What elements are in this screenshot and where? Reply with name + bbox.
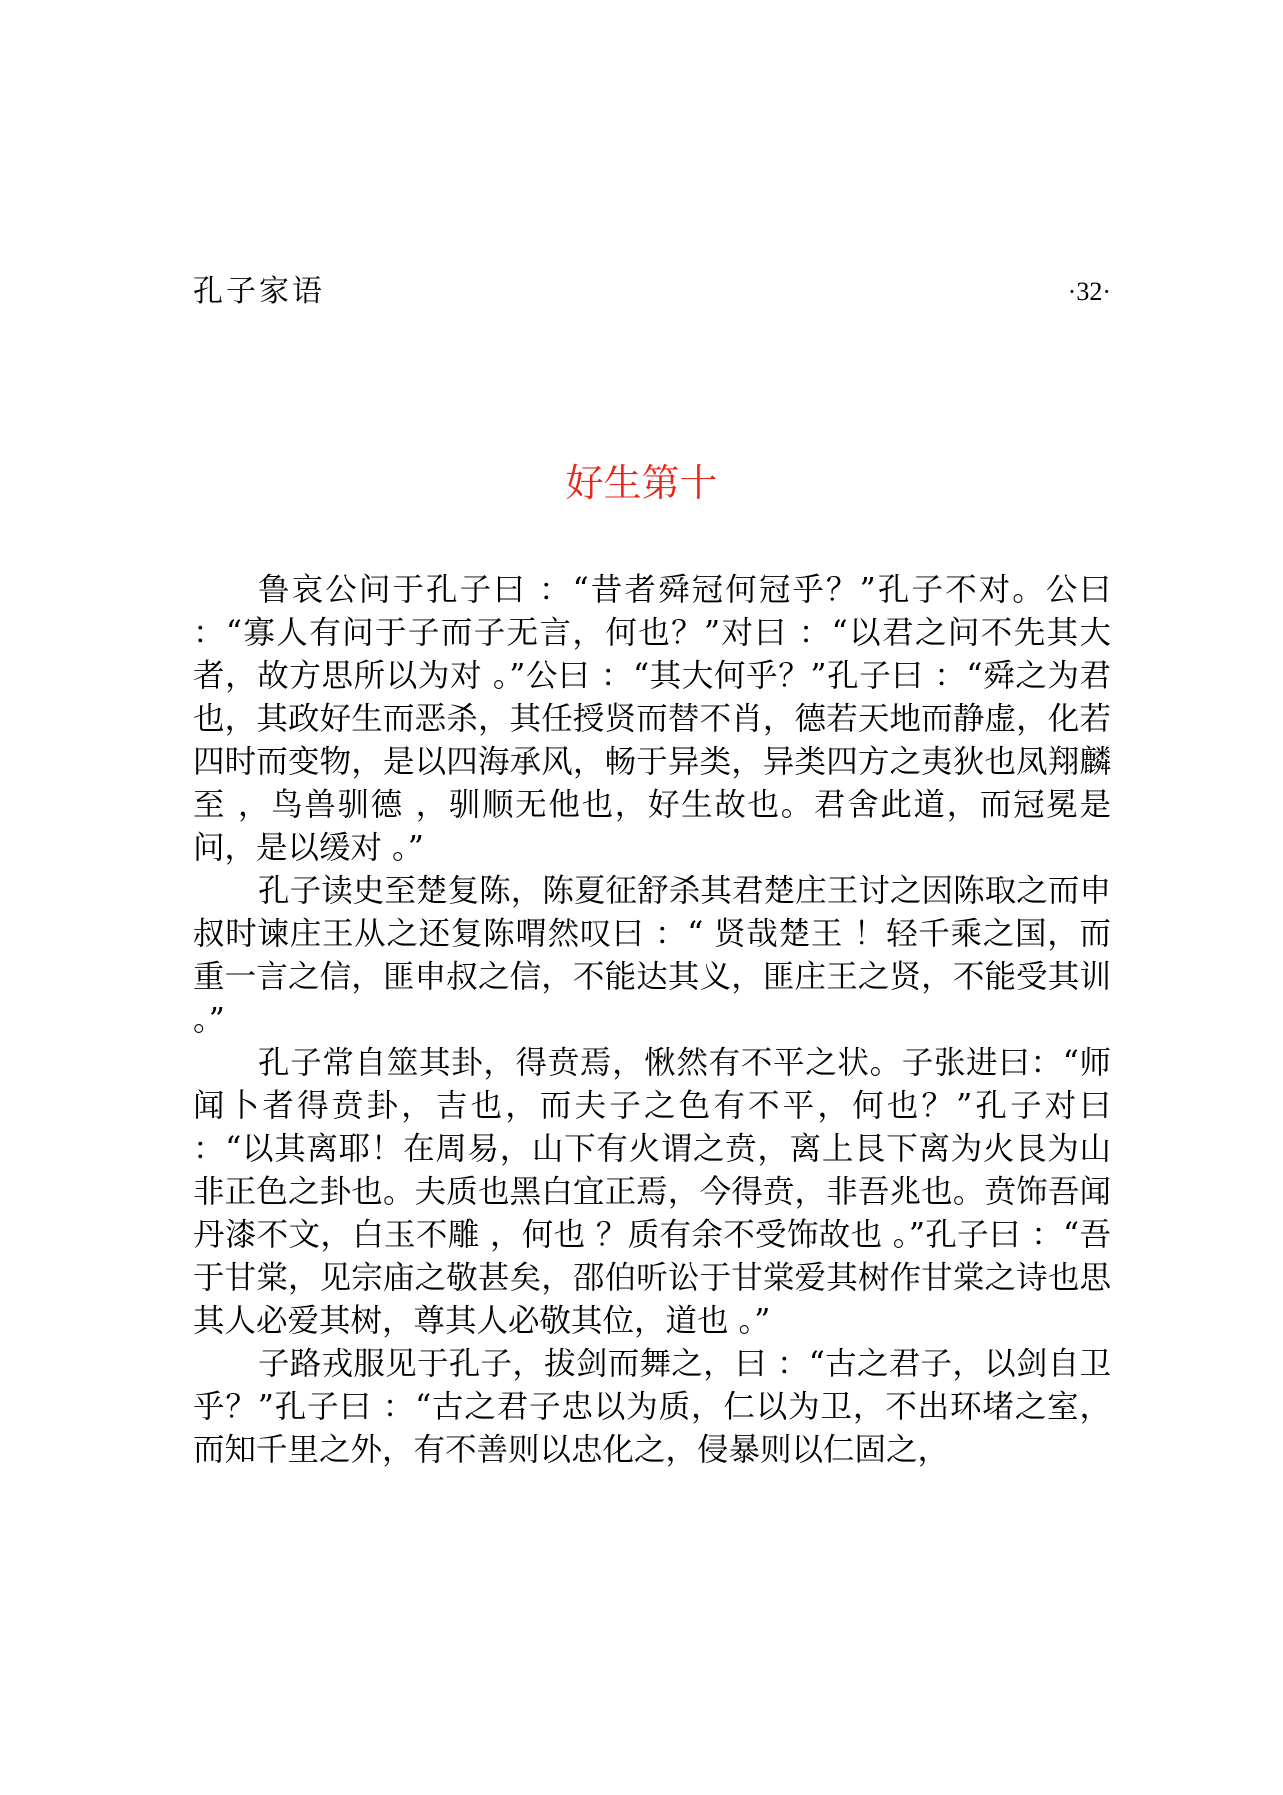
- paragraph: 鲁哀公问于孔子曰 ：“昔者舜冠何冠乎？”孔子不对。公曰 ：“寡人有问于子而子无言，何也？”对曰 ：“以君之问不先其大者，故方思所以为对 。”公曰 ：“其大何乎？”孔子曰 ：“舜之为君也，其政好生而恶杀，其任授贤而替不肖，德若天地而静虚，化若四时而变物，是以四海承风，畅于异类，异类四方之夷狄也凤翔麟至 ，鸟兽驯德 ，驯顺无他也，好生故也。君舍此道，而冠冕是问，是以缓对 。”: [193, 572, 1111, 866]
- paragraph: 子路戎服见于孔子，拔剑而舞之，曰 ：“古之君子，以剑自卫乎？”孔子曰 ：“古之君子忠以为质，仁以为卫，不出环堵之室，而知千里之外，有不善则以忠化之，侵暴则以仁固之，: [193, 1346, 1111, 1468]
- chapter-title: 好生第十: [565, 461, 718, 505]
- body-text: [193, 569, 1111, 1472]
- running-header: [193, 272, 1111, 312]
- page-number: ·32·: [1067, 277, 1111, 306]
- paragraph: 孔子读史至楚复陈，陈夏征舒杀其君楚庄王讨之因陈取之而申叔时谏庄王从之还复陈喟然叹曰 ：“ 贤哉楚王 ！轻千乘之国，而重一言之信，匪申叔之信，不能达其义，匪庄王之贤，不能受其训 。”: [193, 873, 1111, 1038]
- paragraph: 孔子常自筮其卦，得贲焉，愀然有不平之状。子张进曰：“师闻卜者得贲卦，吉也，而夫子之色有不平，何也？”孔子对曰 ：“以其离耶！在周易，山下有火谓之贲，离上艮下离为火艮为山非正色之卦也。夫质也黑白宜正焉，今得贲，非吾兆也。贲饰吾闻丹漆不文，白玉不雕 ，何也 ？质有余不受饰故也 。”孔子曰 ：“吾于甘棠，见宗庙之敬甚矣，邵伯听讼于甘棠爱其树作甘棠之诗也思其人必爱其树，尊其人必敬其位，道也 。”: [193, 1045, 1111, 1339]
- book-title: 孔子家语: [193, 274, 325, 309]
